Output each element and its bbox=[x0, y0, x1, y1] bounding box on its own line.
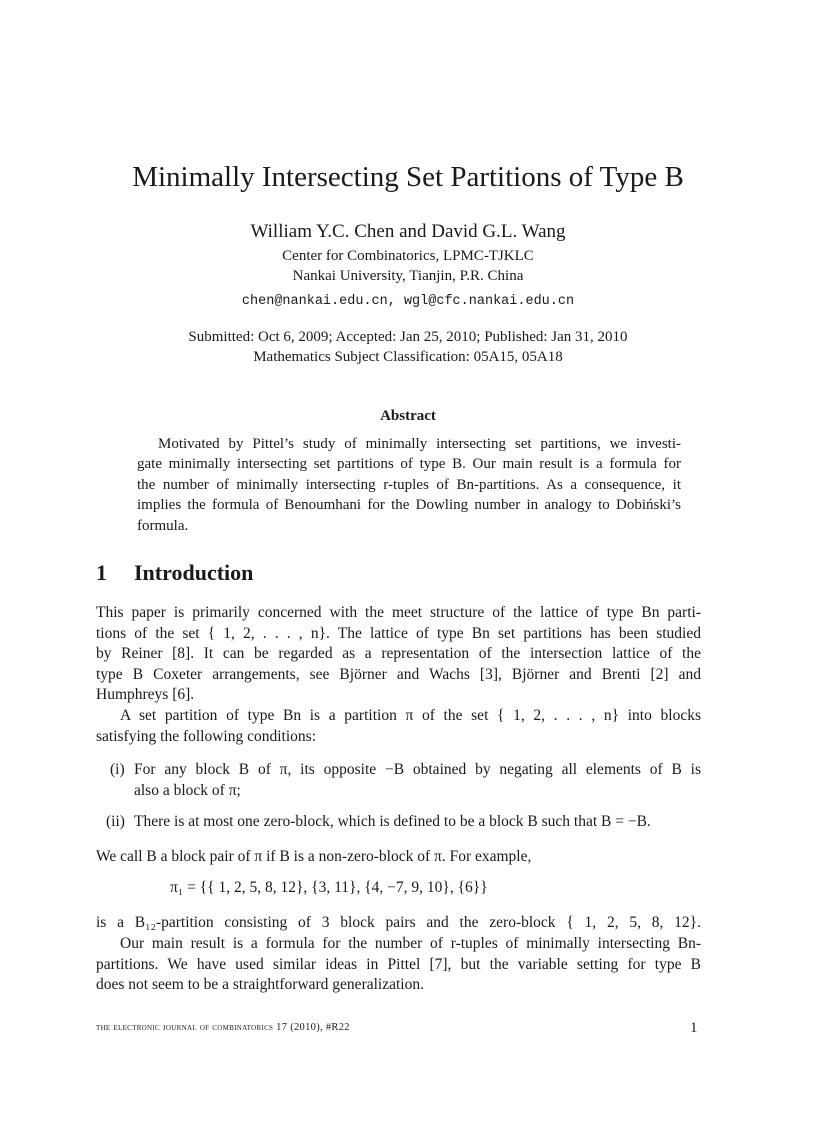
text-line: does not seem to be a straightforward generalization. bbox=[96, 976, 424, 994]
list-item-ii bbox=[106, 812, 701, 833]
paragraph-3 bbox=[96, 847, 701, 868]
abstract-body bbox=[137, 434, 681, 536]
list-label: (ii) bbox=[106, 813, 125, 830]
paragraph-5 bbox=[96, 934, 701, 996]
text-line: We call B a block pair of π if B is a non-zero-block of π. For example, bbox=[96, 848, 532, 865]
list-label: (i) bbox=[110, 761, 125, 778]
paragraph-2 bbox=[96, 706, 701, 747]
abstract-line: formula. bbox=[137, 517, 189, 534]
abstract-line: implies the formula of Benoumhani for the Dowling number in analogy to Dobiński’s bbox=[137, 497, 681, 514]
abstract-line: Motivated by Pittel’s study of minimally intersecting set partitions, we investi- bbox=[158, 436, 681, 452]
text-line: also a block of π; bbox=[134, 781, 241, 799]
text-line: For any block B of π, its opposite −B obtained by negating all elements of B is bbox=[134, 761, 701, 778]
text-line: tions of the set { 1, 2, . . . , n}. The lattice of type Bn set partitions has been studied bbox=[96, 624, 701, 642]
abstract-heading: Abstract bbox=[380, 408, 436, 424]
text-line: type B Coxeter arrangements, see Björner and Wachs [3], Björner and Brenti [2] and bbox=[96, 665, 701, 683]
page-number: 1 bbox=[690, 1020, 698, 1036]
text-line: A set partition of type Bn is a partition π of the set { 1, 2, . . . , n} into blocks bbox=[120, 707, 701, 724]
journal-footer: the electronic journal of combinatorics 17 (2010), #R22 bbox=[96, 1022, 350, 1033]
equation-pi1: π₁ = {{ 1, 2, 5, 8, 12}, {3, 11}, {4, −7, 9, 10}, {6}} bbox=[170, 879, 488, 896]
text-line: partitions. We have used similar ideas in Pittel [7], but the variable setting for type B bbox=[96, 955, 701, 973]
section-heading bbox=[96, 560, 253, 586]
section-title: Introduction bbox=[134, 560, 254, 585]
msc-classification: Mathematics Subject Classification: 05A15, 05A18 bbox=[253, 349, 563, 365]
text-line: There is at most one zero-block, which is defined to be a block B such that B = −B. bbox=[134, 813, 651, 830]
affiliation-line-2: Nankai University, Tianjin, P.R. China bbox=[292, 268, 524, 284]
submission-dates: Submitted: Oct 6, 2009; Accepted: Jan 25, 2010; Published: Jan 31, 2010 bbox=[188, 329, 628, 345]
text-line: This paper is primarily concerned with the meet structure of the lattice of type Bn parti- bbox=[96, 604, 701, 621]
author-emails: chen@nankai.edu.cn, wgl@cfc.nankai.edu.cn bbox=[241, 294, 575, 309]
paper-authors: William Y.C. Chen and David G.L. Wang bbox=[250, 221, 566, 242]
paragraph-1 bbox=[96, 603, 701, 706]
text-line: is a B₁₂-partition consisting of 3 block pairs and the zero-block { 1, 2, 5, 8, 12}. bbox=[96, 914, 701, 931]
section-number: 1 bbox=[96, 560, 107, 585]
list-item-i bbox=[110, 760, 701, 801]
affiliation-line-1: Center for Combinatorics, LPMC-TJKLC bbox=[282, 248, 534, 264]
text-line: satisfying the following conditions: bbox=[96, 727, 316, 745]
text-line: by Reiner [8]. It can be regarded as a representation of the intersection lattice of the bbox=[96, 645, 701, 663]
paper-title: Minimally Intersecting Set Partitions of Type B bbox=[132, 161, 684, 193]
abstract-line: the number of minimally intersecting r-tuples of Bn-partitions. As a consequence, it bbox=[137, 476, 681, 493]
text-line: Our main result is a formula for the number of r-tuples of minimally intersecting Bn- bbox=[120, 935, 701, 952]
paragraph-4 bbox=[96, 913, 701, 934]
abstract-line: gate minimally intersecting set partitions of type B. Our main result is a formula for bbox=[137, 456, 681, 473]
text-line: Humphreys [6]. bbox=[96, 686, 195, 704]
